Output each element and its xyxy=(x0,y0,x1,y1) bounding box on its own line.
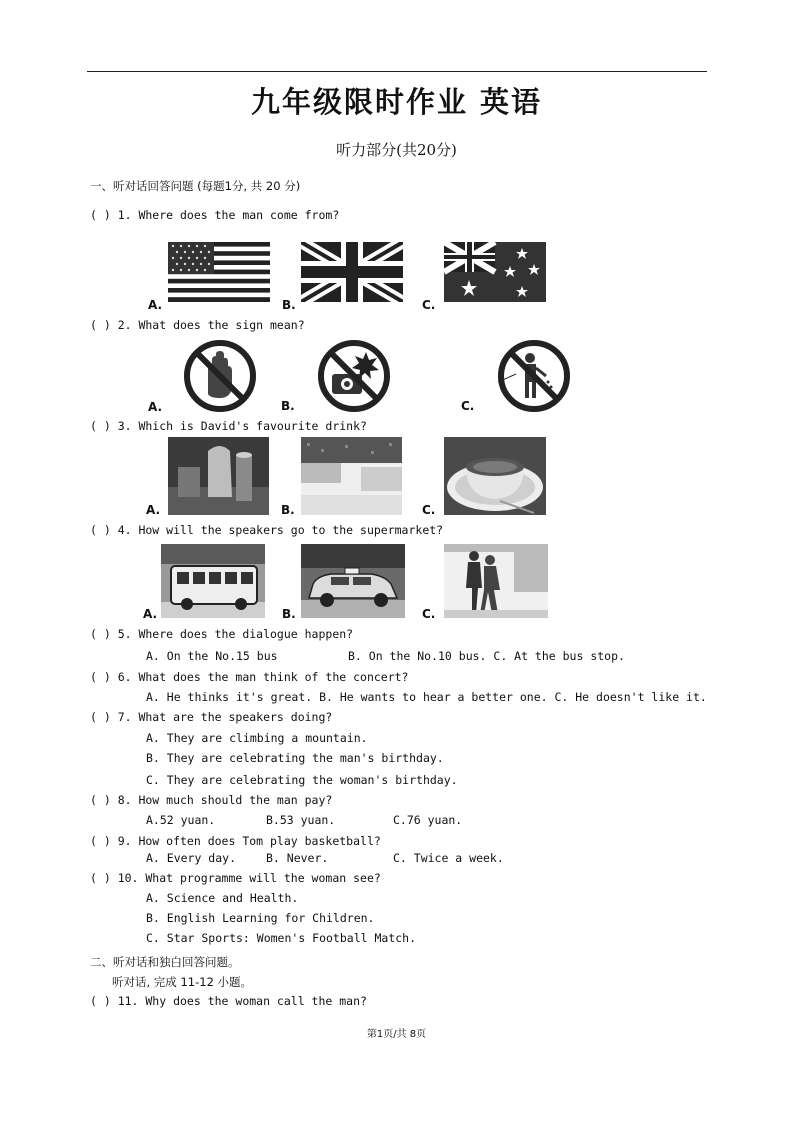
uk-flag-icon xyxy=(301,242,403,302)
question-4: ( ) 4. How will the speakers go to the supermarket? xyxy=(90,523,444,537)
no-littering-sign-icon xyxy=(496,338,572,414)
q9-option-c: C. Twice a week. xyxy=(393,851,504,865)
q10-option-b: B. English Learning for Children. xyxy=(146,911,375,925)
q2-label-b: B. xyxy=(281,399,295,413)
q3-label-c: C. xyxy=(422,503,436,517)
no-touching-sign-icon xyxy=(182,338,258,414)
question-6: ( ) 6. What does the man think of the concert? xyxy=(90,670,409,684)
q3-label-a: A. xyxy=(146,503,161,517)
q4-label-a: A. xyxy=(143,607,158,621)
q6-options: A. He thinks it's great. B. He wants to hear a better one. C. He doesn't like it. xyxy=(146,690,707,704)
q1-label-c: C. xyxy=(422,298,436,312)
australia-flag-icon xyxy=(444,242,546,302)
milk-drink-photo xyxy=(301,437,402,515)
page-subtitle: 听力部分(共20分) xyxy=(336,141,457,159)
question-2: ( ) 2. What does the sign mean? xyxy=(90,318,305,332)
q8-option-a: A.52 yuan. xyxy=(146,813,216,827)
q8-option-b: B.53 yuan. xyxy=(266,813,336,827)
q8-option-c: C.76 yuan. xyxy=(393,813,463,827)
walking-people-photo xyxy=(444,544,548,618)
q7-option-c: C. They are celebrating the woman's birthday. xyxy=(146,773,458,787)
taxi-photo xyxy=(301,544,405,618)
question-10: ( ) 10. What programme will the woman see? xyxy=(90,871,381,885)
q1-label-a: A. xyxy=(148,298,163,312)
usa-flag-icon xyxy=(168,242,270,302)
question-9: ( ) 9. How often does Tom play basketball? xyxy=(90,834,381,848)
question-11: ( ) 11. Why does the woman call the man? xyxy=(90,994,367,1008)
section-2-heading: 二、听对话和独白回答问题。 xyxy=(90,955,240,969)
question-3: ( ) 3. Which is David's favourite drink? xyxy=(90,419,367,433)
section-2-intro: 听对话, 完成 11-12 小题。 xyxy=(112,975,253,989)
q9-option-b: B. Never. xyxy=(266,851,329,865)
q10-option-c: C. Star Sports: Women's Football Match. xyxy=(146,931,417,945)
q3-label-b: B. xyxy=(281,503,295,517)
question-5: ( ) 5. Where does the dialogue happen? xyxy=(90,627,354,641)
q4-label-b: B. xyxy=(282,607,296,621)
question-7: ( ) 7. What are the speakers doing? xyxy=(90,710,333,724)
q4-label-c: C. xyxy=(422,607,436,621)
page-title: 九年级限时作业 英语 xyxy=(250,85,543,119)
top-rule xyxy=(87,71,707,72)
q1-label-b: B. xyxy=(282,298,296,312)
q7-option-a: A. They are climbing a mountain. xyxy=(146,731,368,745)
page-footer: 第1页/共 8页 xyxy=(366,1029,427,1040)
question-1: ( ) 1. Where does the man come from? xyxy=(90,208,340,222)
q5-option-bc: B. On the No.10 bus. C. At the bus stop. xyxy=(348,649,625,663)
coffee-cup-photo xyxy=(444,437,546,515)
q9-option-a: A. Every day. xyxy=(146,851,237,865)
q7-option-b: B. They are celebrating the man's birthday. xyxy=(146,751,444,765)
juice-drink-photo xyxy=(168,437,269,515)
q2-label-c: C. xyxy=(461,399,475,413)
bus-photo xyxy=(161,544,265,618)
no-flash-photography-sign-icon xyxy=(316,338,392,414)
question-8: ( ) 8. How much should the man pay? xyxy=(90,793,333,807)
q2-label-a: A. xyxy=(148,400,163,414)
q10-option-a: A. Science and Health. xyxy=(146,891,299,905)
section-1-heading: 一、听对话回答问题 (每题1分, 共 20 分) xyxy=(90,179,301,193)
q5-option-a: A. On the No.15 bus xyxy=(146,649,278,663)
